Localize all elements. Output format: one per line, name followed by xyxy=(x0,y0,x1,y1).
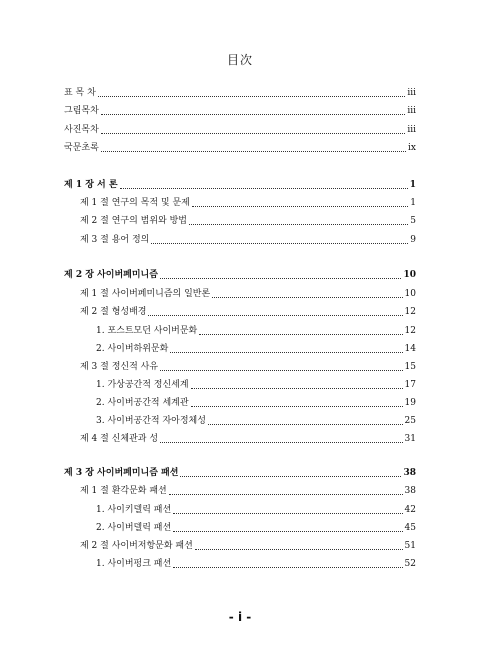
toc-entry-page: 31 xyxy=(404,434,416,444)
toc-entry xyxy=(80,307,416,318)
toc-entry-page: 38 xyxy=(404,486,416,496)
toc-entry-label: 3. 사이버공간적 자아정체성 xyxy=(96,416,206,426)
toc-entry-label: 제 1 절 연구의 목적 및 문제 xyxy=(80,198,190,208)
toc-leader-dots xyxy=(160,442,403,443)
toc-entry xyxy=(96,344,416,355)
toc-entry-page: 12 xyxy=(404,307,416,317)
toc-leader-dots xyxy=(192,206,408,207)
toc-entry xyxy=(80,486,416,497)
toc-entry-label: 2. 사이버델릭 패션 xyxy=(96,523,172,533)
toc-entry xyxy=(96,380,416,391)
toc-entry xyxy=(96,416,416,427)
toc-entry-page: 38 xyxy=(403,468,416,478)
toc-entry-page: 25 xyxy=(404,416,416,426)
toc-entry-label: 제 1 장 서 론 xyxy=(64,180,118,190)
toc-entry-page: 45 xyxy=(404,523,416,533)
toc-entry-page: 1 xyxy=(410,198,416,208)
toc-leader-dots xyxy=(160,278,402,279)
toc-leader-dots xyxy=(199,334,402,335)
toc-entry-label: 1. 포스트모던 사이버문화 xyxy=(96,326,198,336)
toc-entry-page: 10 xyxy=(404,289,416,299)
toc-leader-dots xyxy=(170,352,402,353)
toc-entry xyxy=(64,180,416,191)
toc-leader-dots xyxy=(189,224,408,225)
toc-entry xyxy=(80,434,416,445)
toc-entry xyxy=(80,216,416,227)
toc-entry-page: ix xyxy=(408,143,416,153)
toc-entry-page: 10 xyxy=(403,270,416,280)
toc-leader-dots xyxy=(173,513,402,514)
toc-leader-dots xyxy=(212,297,402,298)
toc-entry xyxy=(64,125,416,136)
toc-entry-page: 14 xyxy=(404,344,416,354)
toc-entry-page: 52 xyxy=(404,559,416,569)
toc-leader-dots xyxy=(101,151,406,152)
toc-entry-page: iii xyxy=(407,125,416,135)
toc-leader-dots xyxy=(191,406,403,407)
toc-entry-label: 표 목 차 xyxy=(64,88,96,98)
toc-leader-dots xyxy=(173,531,402,532)
toc-entry xyxy=(80,235,416,246)
toc-leader-dots xyxy=(191,388,403,389)
toc-entry-label: 1. 사이키델릭 패션 xyxy=(96,505,172,515)
toc-entry-page: 51 xyxy=(404,541,416,551)
toc-entry xyxy=(64,106,416,117)
toc-entry xyxy=(80,198,416,209)
toc-entry-label: 제 3 절 용어 정의 xyxy=(80,235,150,245)
page-number: - i - xyxy=(228,610,252,624)
toc-entry-label: 제 2 절 사이버저항문화 패션 xyxy=(80,541,193,551)
toc-entry-page: 9 xyxy=(410,235,416,245)
toc-entry-page: 1 xyxy=(409,180,416,190)
toc-entry-label: 국문초록 xyxy=(64,143,99,153)
toc-entry-label: 제 2 절 연구의 범위와 방법 xyxy=(80,216,187,226)
toc-leader-dots xyxy=(101,133,406,134)
toc-leader-dots xyxy=(180,476,401,477)
toc-entry xyxy=(80,289,416,300)
page-title: 目次 xyxy=(226,53,253,67)
toc-entry-page: iii xyxy=(407,88,416,98)
toc-entry-label: 제 2 장 사이버페미니즘 xyxy=(64,270,158,280)
toc-entry-page: 19 xyxy=(404,398,416,408)
toc-entry xyxy=(80,362,416,373)
toc-entry-label: 그림목차 xyxy=(64,106,99,116)
toc-entry-label: 2. 사이버공간적 세계관 xyxy=(96,398,189,408)
toc-entry xyxy=(96,398,416,409)
toc-entry xyxy=(96,326,416,337)
toc-entry xyxy=(64,88,416,99)
toc-leader-dots xyxy=(160,370,403,371)
toc-entry-label: 제 3 절 정신적 사유 xyxy=(80,362,159,372)
toc-entry-page: 15 xyxy=(404,362,416,372)
toc-entry-page: 17 xyxy=(404,380,416,390)
toc-entry-label: 1. 가상공간적 정신세계 xyxy=(96,380,189,390)
toc-leader-dots xyxy=(151,243,408,244)
toc-entry-page: 42 xyxy=(404,505,416,515)
toc-entry xyxy=(64,468,416,479)
toc-entry-label: 제 3 장 사이버페미니즘 패션 xyxy=(64,468,179,478)
toc-entry-label: 제 4 절 신체관과 성 xyxy=(80,434,159,444)
toc-entry-page: 12 xyxy=(404,326,416,336)
toc-entry xyxy=(80,541,416,552)
toc-entry-label: 2. 사이버하위문화 xyxy=(96,344,169,354)
toc-leader-dots xyxy=(148,315,402,316)
toc-leader-dots xyxy=(120,188,408,189)
toc-entry-page: 5 xyxy=(410,216,416,226)
toc-leader-dots xyxy=(208,424,403,425)
toc-entry xyxy=(96,559,416,570)
toc-leader-dots xyxy=(98,96,406,97)
toc-entry-label: 사진목차 xyxy=(64,125,99,135)
toc-leader-dots xyxy=(173,567,402,568)
toc-entry xyxy=(64,270,416,281)
toc-entry-label: 1. 사이버펑크 패션 xyxy=(96,559,172,569)
toc-leader-dots xyxy=(195,549,403,550)
toc-leader-dots xyxy=(101,114,406,115)
toc-entry-label: 제 1 절 환각문화 패션 xyxy=(80,486,167,496)
toc-entry xyxy=(96,505,416,516)
toc-entry-label: 제 1 절 사이버페미니즘의 일반론 xyxy=(80,289,211,299)
toc-entry xyxy=(96,523,416,534)
toc-entry-page: iii xyxy=(407,106,416,116)
toc-entry xyxy=(64,143,416,154)
toc-leader-dots xyxy=(169,494,403,495)
toc-entry-label: 제 2 절 형성배경 xyxy=(80,307,147,317)
